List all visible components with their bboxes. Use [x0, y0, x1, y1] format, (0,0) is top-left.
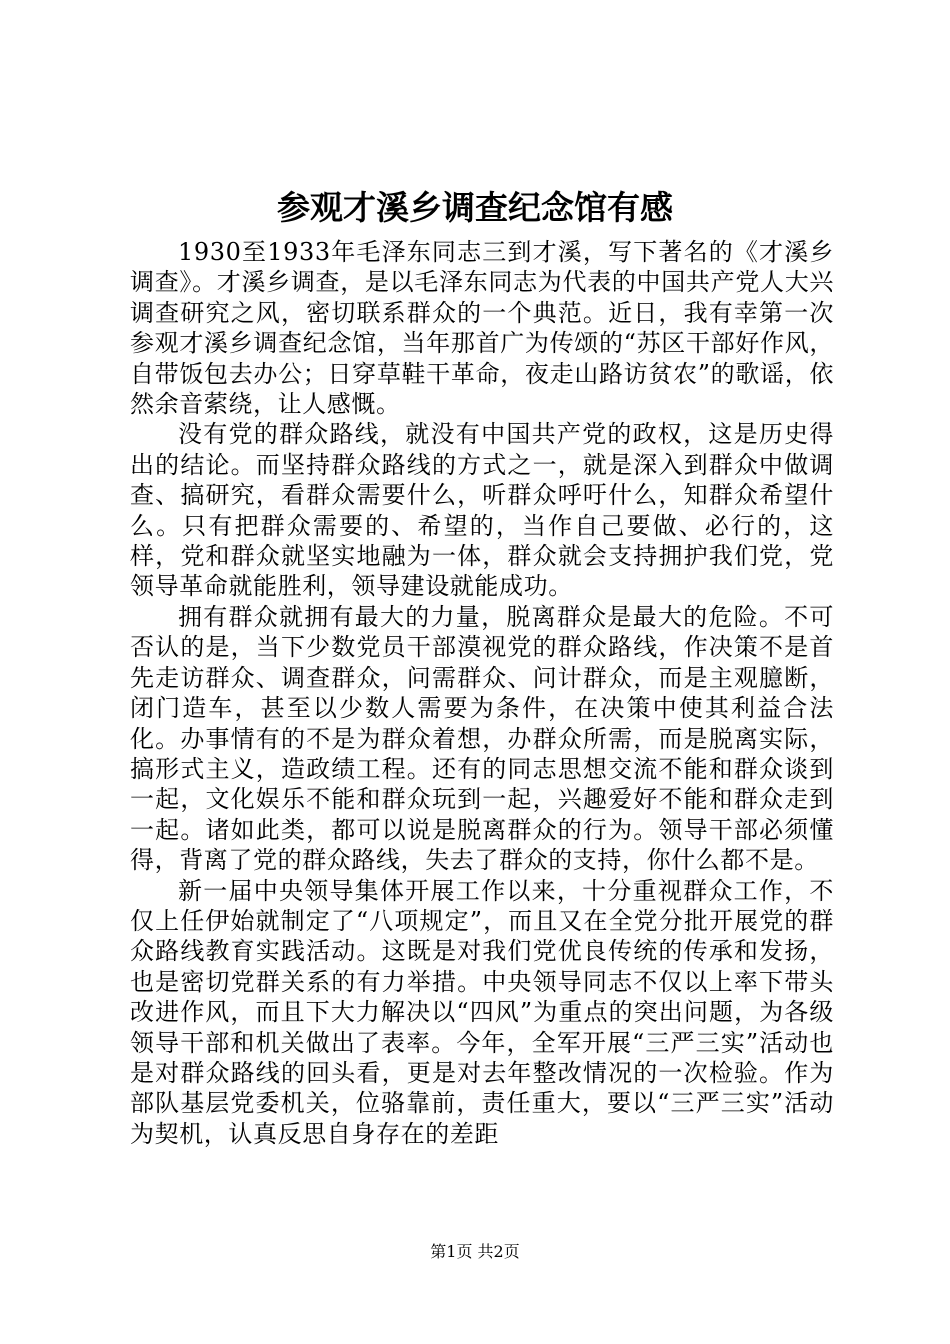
- document-body: [130, 237, 834, 1149]
- document-title: 参观才溪乡调查纪念馆有感: [277, 188, 673, 227]
- paragraph-1: 1930至1933年毛泽东同志三到才溪，写下著名的《才溪乡调查》。才溪乡调查，是以毛泽东同志为代表的中国共产党人大兴调查研究之风，密切联系群众的一个典范。近日，我有幸第一次参观才溪乡调查纪念馆，当年那首广为传颂的“苏区干部好作风，自带饭包去办公；日穿草鞋干革命，夜走山路访贫农”的歌谣，依然余音萦绕，让人感慨。: [130, 238, 834, 419]
- paragraph-4: 新一届中央领导集体开展工作以来，十分重视群众工作，不仅上任伊始就制定了“八项规定”，而且又在全党分批开展党的群众路线教育实践活动。这既是对我们党优良传统的传承和发扬，也是密切党群关系的有力举措。中央领导同志不仅以上率下带头改进作风，而且下大力解决以“四风”为重点的突出问题，为各级领导干部和机关做出了表率。今年，全军开展“三严三实”活动也是对群众路线的回头看，更是对去年整改情况的一次检验。作为部队基层党委机关，位骆靠前，责任重大，要以“三严三实”活动为契机，认真反思自身存在的差距: [130, 876, 834, 1148]
- page-footer: 第1页 共2页: [430, 1242, 520, 1261]
- paragraph-3: 拥有群众就拥有最大的力量，脱离群众是最大的危险。不可否认的是，当下少数党员干部漠视党的群众路线，作决策不是首先走访群众、调查群众，问需群众、问计群众，而是主观臆断，闭门造车，甚至以少数人需要为条件，在决策中使其利益合法化。办事情有的不是为群众着想，办群众所需，而是脱离实际，搞形式主义，造政绩工程。还有的同志思想交流不能和群众谈到一起，文化娱乐不能和群众玩到一起，兴趣爱好不能和群众走到一起。诸如此类，都可以说是脱离群众的行为。领导干部必须懂得，背离了党的群众路线，失去了群众的支持，你什么都不是。: [130, 602, 834, 875]
- paragraph-2: 没有党的群众路线，就没有中国共产党的政权，这是历史得出的结论。而坚持群众路线的方式之一，就是深入到群众中做调查、搞研究，看群众需要什么，听群众呼吁什么，知群众希望什么。只有把群众需要的、希望的，当作自己要做、必行的，这样，党和群众就坚实地融为一体，群众就会支持拥护我们党，党领导革命就能胜利，领导建设就能成功。: [130, 420, 834, 601]
